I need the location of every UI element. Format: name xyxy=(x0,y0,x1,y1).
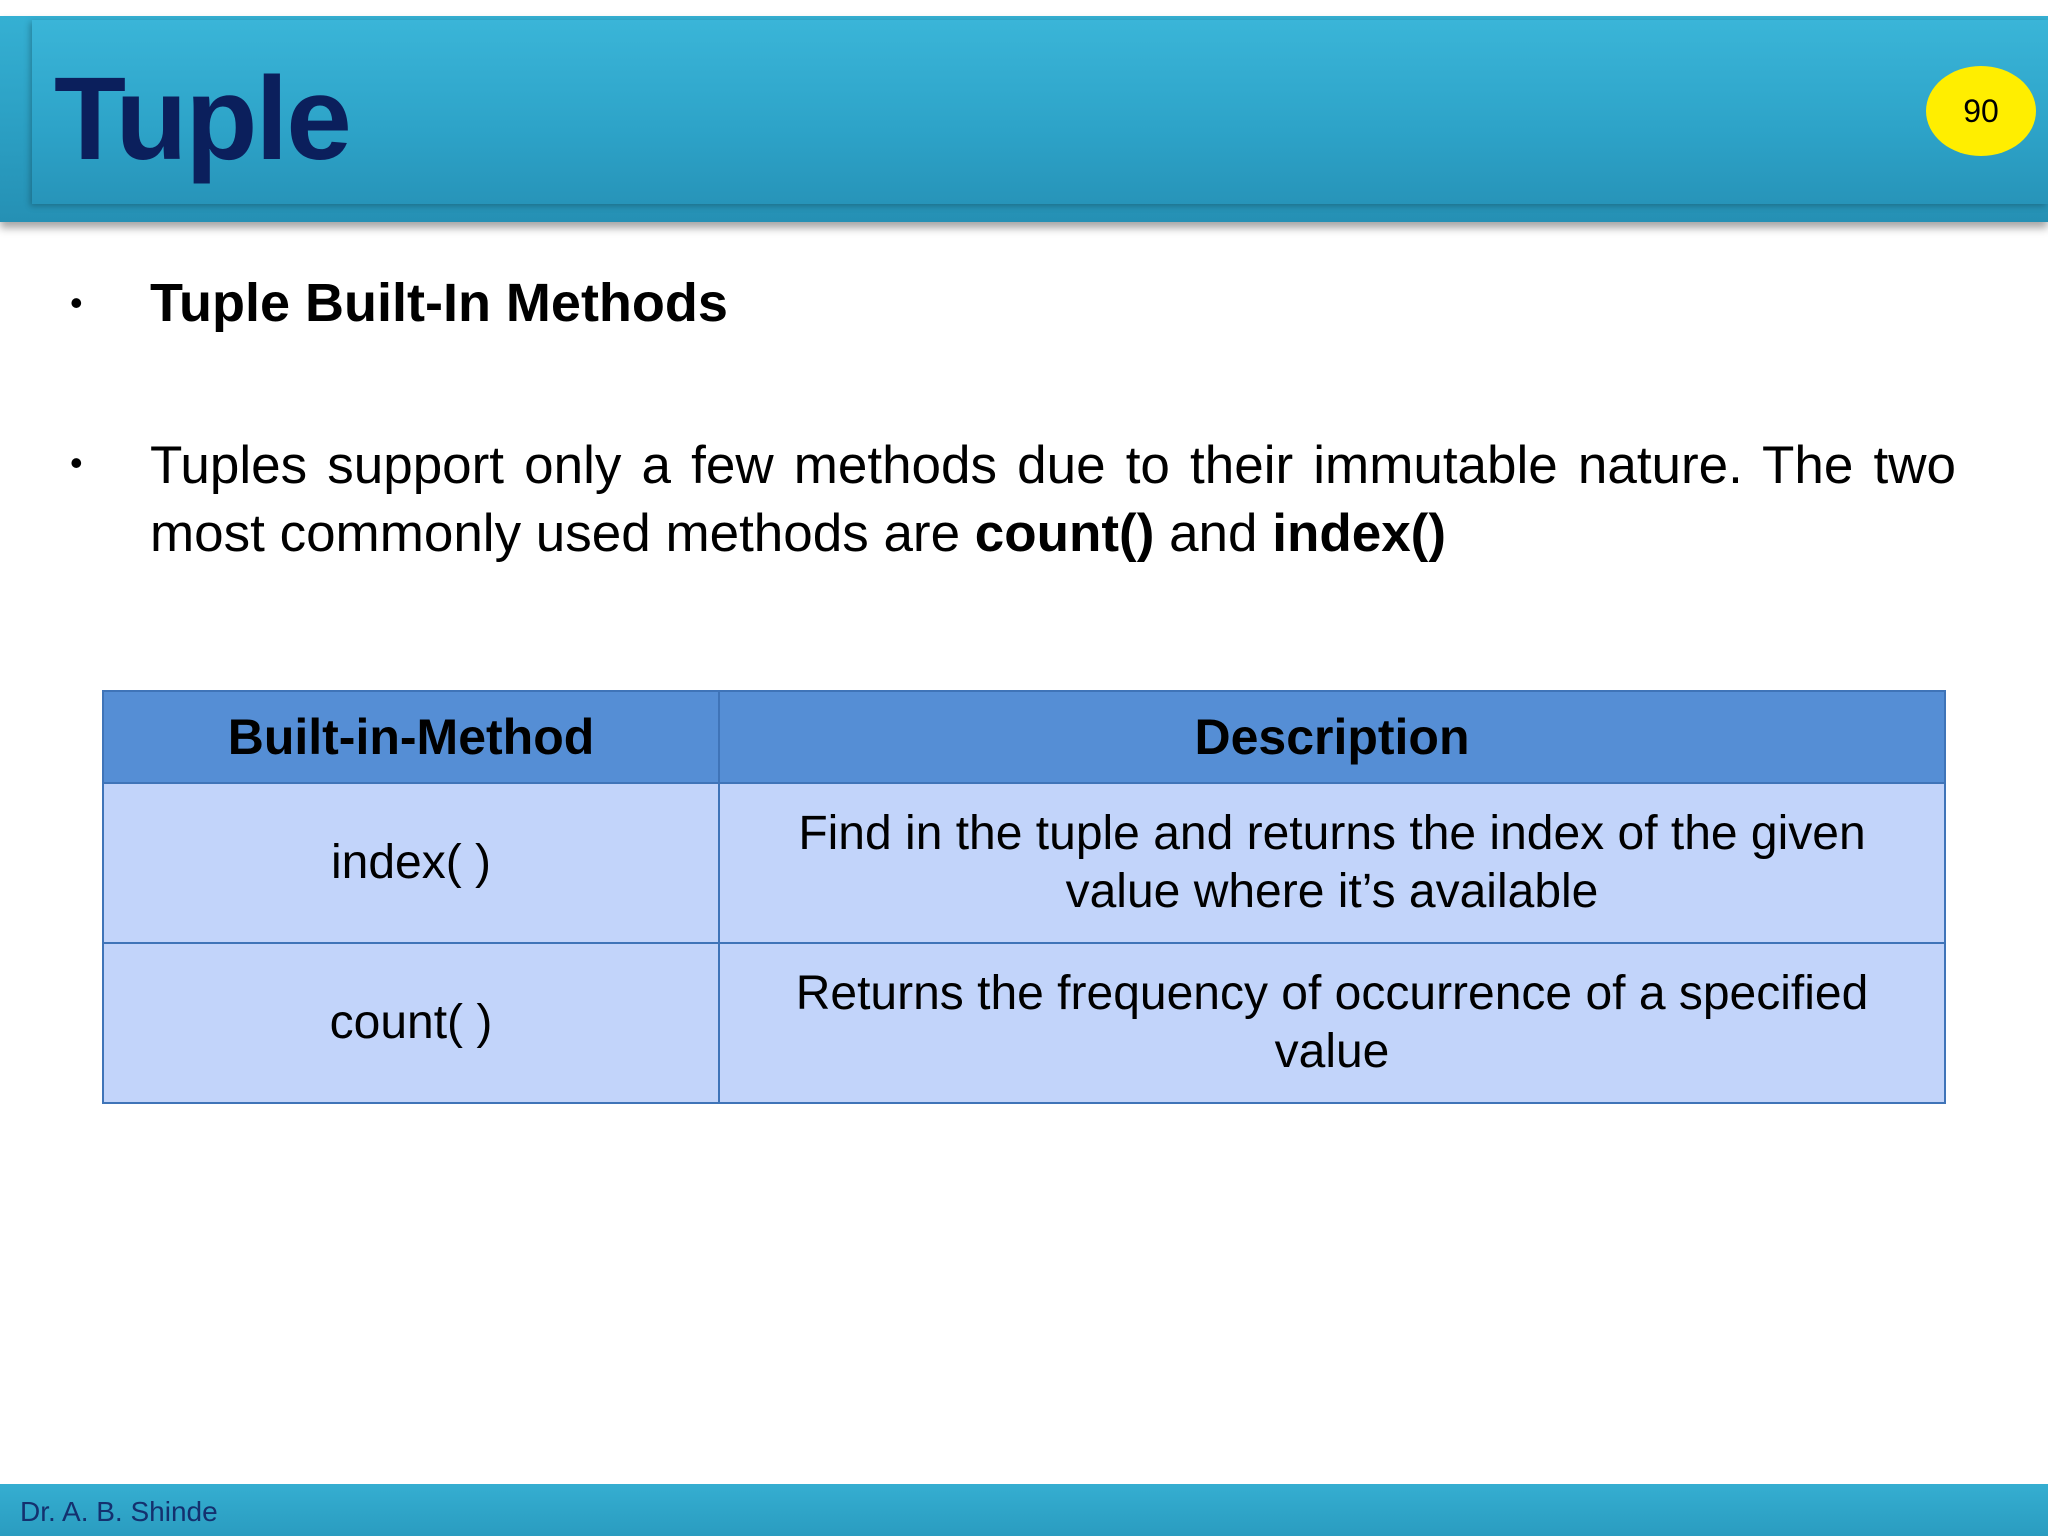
footer-band xyxy=(0,1484,2048,1536)
paragraph-text: Tuples support only a few methods due to their immutable nature. The two most commonly used methods are xyxy=(150,436,1956,563)
methods-paragraph xyxy=(150,432,1956,568)
bullet-icon: • xyxy=(70,442,83,483)
column-header-description: Description xyxy=(719,691,1945,783)
column-header-method: Built-in-Method xyxy=(103,691,719,783)
description-cell: Returns the frequency of occurrence of a specified value xyxy=(719,943,1945,1103)
page-number-badge: 90 xyxy=(1926,66,2036,156)
method-cell: index( ) xyxy=(103,783,719,943)
slide-title: Tuple xyxy=(54,53,350,185)
bullet-icon: • xyxy=(70,282,83,323)
paragraph-conjunction: and xyxy=(1154,504,1273,563)
table-header-row xyxy=(103,691,1945,783)
method-cell: count( ) xyxy=(103,943,719,1103)
table-row xyxy=(103,783,1945,943)
description-cell: Find in the tuple and returns the index of the given value where it’s available xyxy=(719,783,1945,943)
table-row xyxy=(103,943,1945,1103)
index-method-emphasis: index() xyxy=(1272,504,1446,563)
count-method-emphasis: count() xyxy=(974,504,1155,563)
methods-table xyxy=(102,690,1946,1104)
section-heading: Tuple Built-In Methods xyxy=(150,273,728,333)
footer-author: Dr. A. B. Shinde xyxy=(20,1496,218,1527)
